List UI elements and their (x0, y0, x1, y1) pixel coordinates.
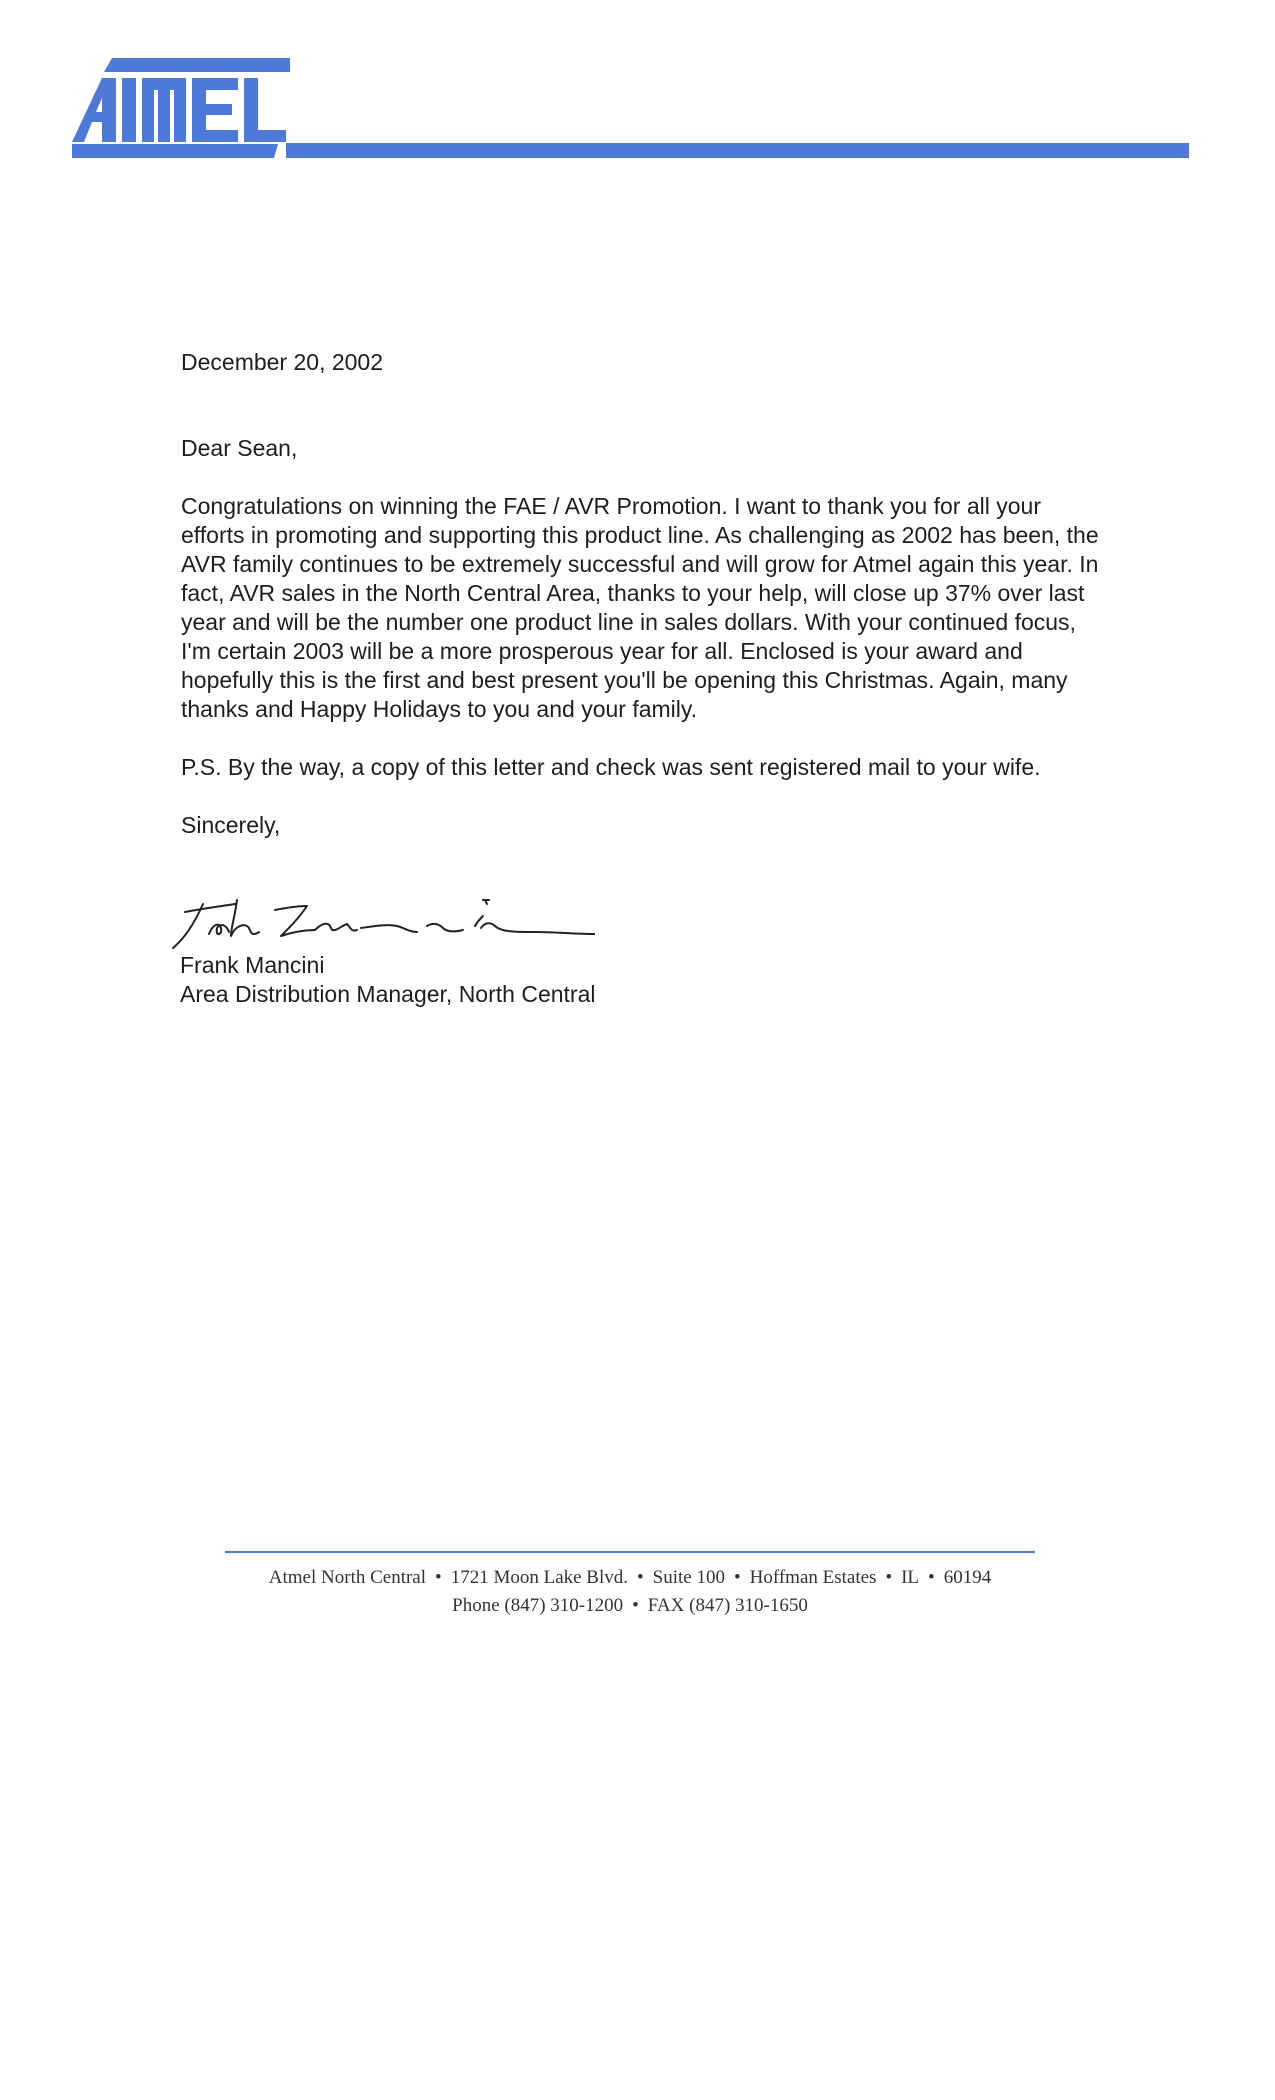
address-state: IL (901, 1567, 920, 1588)
letter-date: December 20, 2002 (181, 349, 384, 375)
letter-body (181, 348, 1101, 840)
address-city: Hoffman Estates (749, 1567, 877, 1588)
signer-title: Area Distribution Manager, North Central (180, 981, 596, 1007)
closing: Sincerely, (181, 812, 281, 838)
footer-address (180, 1564, 1080, 1620)
header-rule (286, 143, 1189, 158)
address-zip: 60194 (943, 1567, 992, 1588)
separator: • (435, 1567, 442, 1588)
separator: • (637, 1567, 644, 1588)
separator: • (928, 1567, 935, 1588)
address-company: Atmel North Central (268, 1567, 427, 1588)
postscript: P.S. By the way, a copy of this letter and check was sent registered mail to your wife. (181, 754, 1041, 780)
address-street: 1721 Moon Lake Blvd. (450, 1567, 629, 1588)
fax-number: FAX (847) 310-1650 (647, 1595, 808, 1616)
separator: • (632, 1595, 639, 1616)
footer-rule (225, 1551, 1035, 1553)
letter-paragraph: Congratulations on winning the FAE / AVR Promotion. I want to thank you for all your efforts in promoting and supporting this product line. As challenging as 2002 has been, the AVR family continues to be extremely successful and will grow for Atmel again this year. In fact, AVR sales in the North Central Area, thanks to your help, will close up 37% over last year and will be the number one product line in sales dollars. With your continued focus, I'm certain 2003 will be a more prosperous year for all. Enclosed is your award and hopefully this is the first and best present you'll be opening this Christmas. Again, many thanks and Happy Holidays to you and your family. (181, 493, 1099, 722)
signer-name: Frank Mancini (180, 952, 325, 978)
address-suite: Suite 100 (652, 1567, 725, 1588)
address-line (180, 1564, 1080, 1592)
salutation: Dear Sean, (181, 435, 298, 461)
atmel-logo (72, 58, 290, 158)
separator: • (733, 1567, 741, 1588)
handwritten-signature (165, 882, 595, 954)
separator: • (885, 1567, 893, 1588)
contact-line (180, 1592, 1080, 1620)
phone-number: Phone (847) 310-1200 (452, 1595, 624, 1616)
signer-block (180, 951, 595, 1009)
